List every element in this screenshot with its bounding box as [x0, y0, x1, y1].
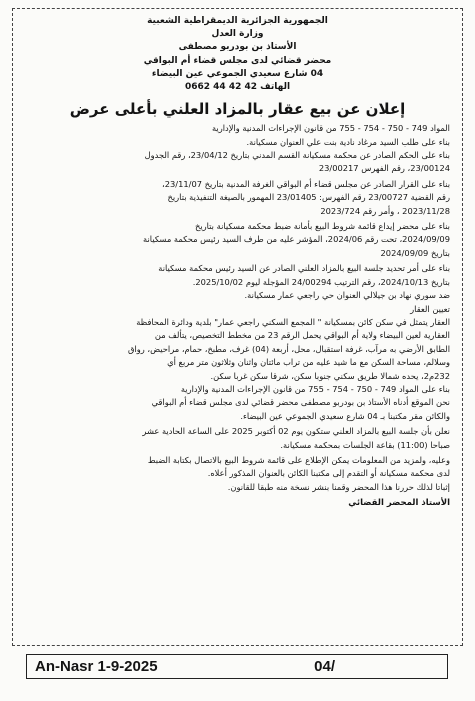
notice-body — [25, 122, 450, 494]
body-line: العقار يتمثل في سكن كائن بمسكيانة " المجمع السكني راجعي عمار" بلدية ودائرة المحافظة — [136, 316, 450, 327]
header-line: 04 شارع سعيدي الجموعي عين البيضاء — [151, 68, 324, 79]
page-number: 04/ — [314, 658, 335, 675]
body-line: 23/00124، رقم الفهرس 23/00217 — [318, 163, 450, 174]
body-line: المواد 749 - 750 - 754 - 755 من قانون الإجراءات المدنية والإدارية — [211, 123, 450, 134]
body-line: 232م2، يحده شمالا طريق سكني جنوبا سكن، شرقا سكن غربا سكن. — [210, 370, 450, 381]
newspaper-footer — [26, 654, 448, 679]
body-line: بتاريخ 2024/09/09 — [380, 247, 450, 258]
body-line: رقم القضية 23/00727 رقم الفهرس: 23/01405 المهمور بالصيغة التنفيذية بتاريخ — [167, 192, 450, 203]
body-line: بناء على أمر تحديد جلسة البيع بالمزاد العلني الصادر عن السيد رئيس محكمة مسكيانة — [158, 263, 450, 274]
header-line: الأستاذ بن بودربو مصطفى — [178, 42, 297, 53]
header-line: الهاتف 42 42 44 0662 — [184, 82, 291, 93]
body-line: إثباتا لذلك حررنا هذا المحضر وقمنا بنشر نسخة منه طبقا للقانون. — [227, 481, 450, 492]
body-line: والكائن مقر مكتبنا بـ 04 شارع سعيدي الجموعي عين البيضاء. — [240, 410, 450, 421]
signature: الأستاذ المحضر القضائي — [348, 498, 450, 509]
body-line: نحن الموقع أدناه الأستاذ بن بودربو مصطفى محضر قضائي لدى مجلس قضاء أم البواقي — [151, 397, 450, 408]
body-line: بناء على القرار الصادر عن مجلس قضاء أم البواقي الغرفة المدنية بتاريخ 23/11/07، — [162, 178, 450, 189]
body-line: بناء على طلب السيد مرغاد نادية بنت علي العنوان مسكيانة. — [246, 136, 450, 147]
body-line: الطابق الأرضي به مرآب، غرفة استقبال، محل، أربعة (04) غرف، مطبخ، حمام، مراحيض، رواق — [128, 343, 450, 354]
newspaper-name-date: An-Nasr 1-9-2025 — [35, 658, 158, 675]
body-line: لدى محكمة مسكيانة أو التقدم إلى مكتبنا الكائن بالعنوان المذكور أعلاه. — [207, 468, 450, 479]
body-line: ضد سوري نهاد بن جيلالي العنوان حي راجعي عمار مسكيانة. — [244, 290, 450, 301]
body-line: وسلالم، مساحة السكن مع ما شيد عليه من تراب مائتان واثنان وثلاثون متر مربع أي — [167, 357, 450, 368]
header-line: الجمهورية الجزائرية الديمقراطية الشعبية — [147, 16, 328, 26]
body-line: بتاريخ 2024/10/13، رقم الترتيب 24/00294 المؤجلة ليوم 2025/10/02. — [192, 276, 450, 287]
body-line: 2024/09/09، تحت رقم 2024/06، المؤشر عليه من طرف السيد رئيس محكمة مسكيانة — [143, 234, 450, 245]
header-line: وزارة العدل — [211, 29, 264, 40]
letterhead — [25, 15, 450, 94]
body-line: صباحا (11:00) بقاعة الجلسات بمحكمة مسكيانة. — [280, 439, 450, 450]
body-line: 2023/11/28 ، وأمر رقم 2023/724 — [320, 205, 450, 216]
body-line: نعلن بأن جلسة البيع بالمزاد العلني ستكون يوم 02 أكتوبر 2025 على الساعة الحادية عشر — [142, 426, 450, 437]
body-line: بناء على محضر إيداع قائمة شروط البيع بأمانة ضبط محكمة مسكيانة بتاريخ — [194, 221, 450, 232]
section-heading: تعيين العقار — [410, 303, 450, 314]
body-line: العقارية لعين البيضاء ولاية أم البواقي يحمل الرقم 23 من مخطط التخصيص، يتألف من — [154, 330, 450, 341]
auction-notice — [12, 8, 463, 646]
body-line: وعليه، ولمزيد من المعلومات يمكن الإطلاع على قائمة شروط البيع بالاتصال بكتابة الضبط — [147, 454, 450, 465]
notice-title: إعلان عن بيع عقار بالمزاد العلني بأعلى عرض — [69, 100, 406, 119]
body-line: بناء على المواد 749 - 750 - 754 - 755 من قانون الإجراءات المدنية والإدارية — [180, 383, 450, 394]
header-line: محضر قضائي لدى مجلس قضاء أم البواقي — [143, 55, 332, 66]
body-line: بناء على الحكم الصادر عن محكمة مسكيانة القسم المدني بتاريخ 23/04/12، رقم الجدول — [144, 150, 450, 161]
